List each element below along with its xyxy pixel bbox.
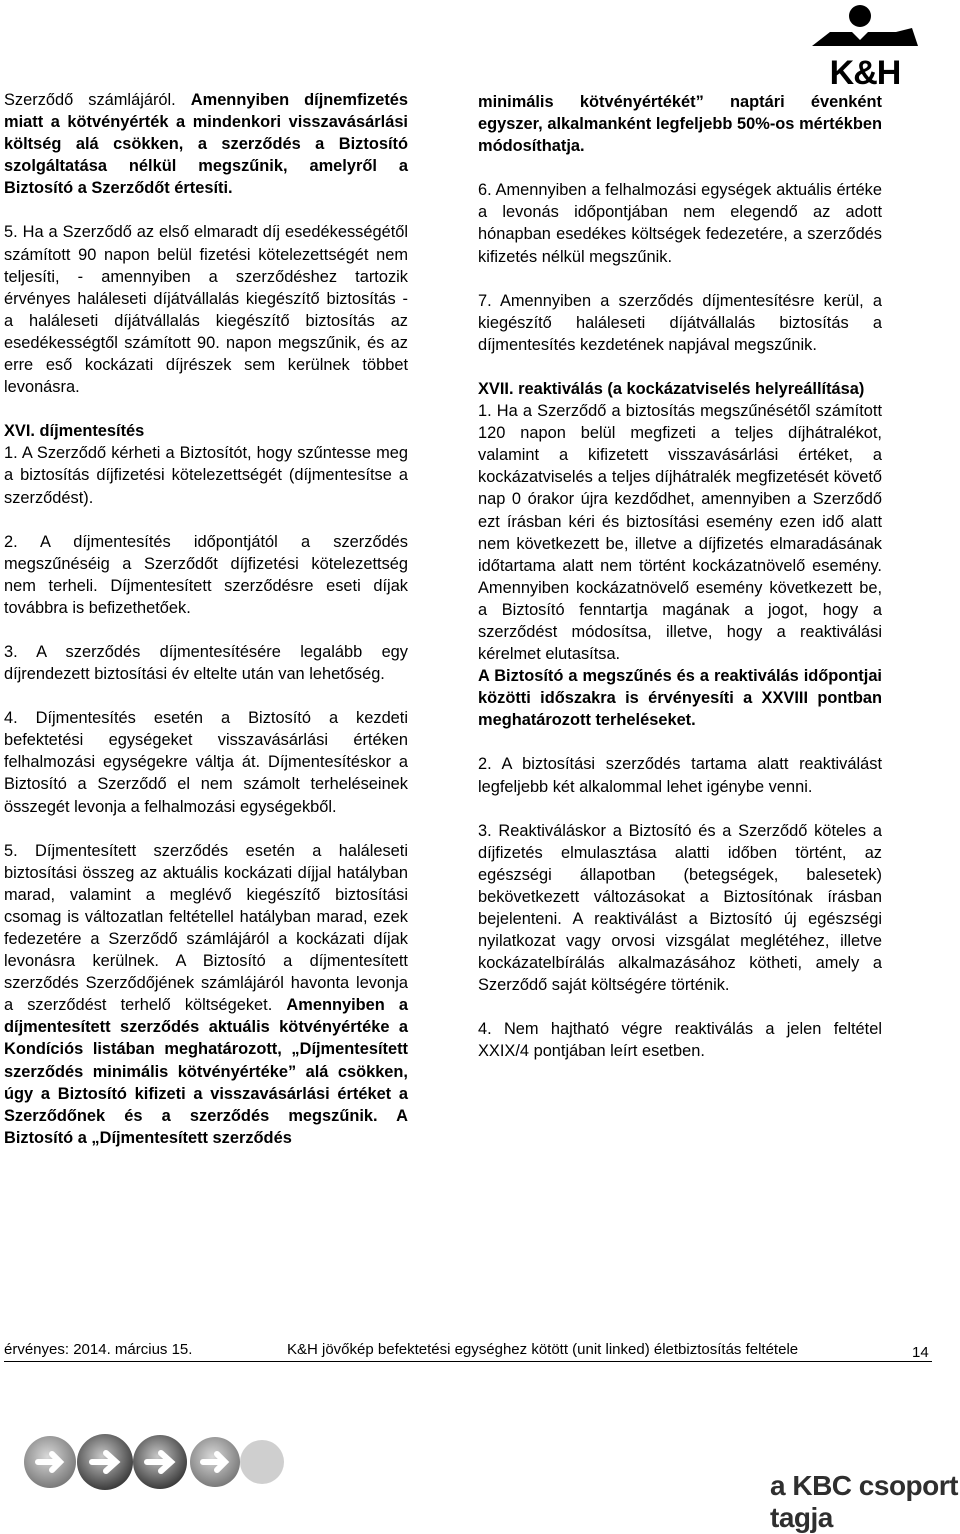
- section-heading-xvi: XVI. díjmentesítés: [4, 422, 145, 441]
- right-paragraph-7: 4. Nem hajtható végre reaktiválás a jelen feltétel XXIX/4 pontjában leírt esetben.: [478, 1020, 882, 1061]
- right-paragraph-5: 2. A biztosítási szerződés tartama alatt reaktiválást legfeljebb két alkalommal lehet igénybe venni.: [478, 755, 882, 796]
- right-paragraph-4: 1. Ha a Szerződő a biztosítás megszűnésétől számított 120 napon belül megfizeti a teljes díjhátralékot, valamint a kifizetett visszavásárlási értéket, a kockázatviselés a teljes díjhátralék megfizetését követő nap 0 órakor újra kezdődhet, amennyiben a Szerződő ezt írásban kéri és biztosítási esemény ezen idő alatt nem következett be, illetve a díjfizetés elmaradásának időtartama alatt nem történt kockázatnövelő esemény. Amennyiben kockázatnövelő esemény következett be, a Biztosító fenntartja magának a jogot, hogy a szerződést módosítsa, illetve, hogy a reaktiválási kérelmet elutasítsa.: [478, 402, 882, 664]
- page-number: 14: [912, 1344, 929, 1361]
- left-paragraph-4: 2. A díjmentesítés időpontjától a szerződés megszűnéséig a Szerződőt díjfizetési kötelezettség nem terheli. Díjmentesített szerződésre eseti díjak továbbra is befizethetőek.: [4, 532, 408, 617]
- left-paragraph-5: 3. A szerződés díjmentesítésére legalább egy díjrendezett biztosítási év eltelte után van lehetőség.: [4, 642, 408, 684]
- right-column: [478, 91, 882, 1063]
- left-column: [4, 89, 408, 1149]
- right-paragraph-2: 6. Amennyiben a felhalmozási egységek aktuális értéke a levonás időpontjában nem elegendő az adott hónapban esedékes költségek fedezetére, a szerződés kifizetés nélkül megszűnik.: [478, 181, 882, 266]
- left-p1-text: Szerződő számlájáról.: [4, 91, 176, 109]
- right-paragraph-1: minimális kötvényértékét” naptári évenként egyszer, alkalmanként legfeljebb 50%-os mértékben módosíthatja.: [478, 93, 882, 156]
- footer-title: K&H jövőkép befektetési egységhez kötött (unit linked) életbiztosítás feltétele: [287, 1341, 799, 1358]
- right-paragraph-4-bold: A Biztosító a megszűnés és a reaktiválás időpontjai közötti időszakra is érvényesíti a XXVIII pontban meghatározott terheléseket.: [478, 667, 882, 730]
- left-p7-text: 5. Díjmentesített szerződés esetén a haláleseti biztosítási összeg az aktuális kockázati díjjal hatályban marad, valamint a meglévő kiegészítő biztosítási csomag is változatlan feltétellel hatályban marad, ezek fedezetére a Szerződő számlájáról a kockázati díjak levonásra kerülnek. A Biztosító a díjmentesített szerződés Szerződőjének számlájáról havonta levonja a szerződést terhelő költségeket.: [4, 841, 408, 1015]
- right-paragraph-3: 7. Amennyiben a szerződés díjmentesítésre kerül, a kiegészítő haláleseti díjátvállalás biztosítás a díjmentesítés kezdetének napjával megszűnik.: [478, 291, 882, 354]
- kh-logo-mark: [808, 2, 922, 58]
- arrow-circles-icon: [0, 1420, 300, 1503]
- section-heading-xvii: XVII. reaktiválás (a kockázatviselés helyreállítása): [478, 379, 865, 398]
- footer-divider: [4, 1361, 932, 1362]
- left-paragraph-1: [4, 89, 408, 199]
- left-paragraph-2: 5. Ha a Szerződő az első elmaradt díj esedékességétől számított 90 napon belül fizetési kötelezettségét nem teljesíti, - amennyiben a szerződéshez tartozik érvényes haláleseti díjátvállalás kiegészítő biztosítás - a haláleseti díjátvállalás kiegészítő biztosítás az esedékességtől számított 90. napon megszűnik, és az erre eső kockázati díjrészek sem kerülnek többet levonásra.: [4, 223, 408, 397]
- left-p1-bold: Amennyiben díjnemfizetés miatt a kötvényérték a mindenkori visszavásárlási költség alá csökken, a szerződés a Biztosító szolgáltatása nélkül megszűnik, amelyről a Biztosító a Szerződőt értesíti.: [4, 91, 409, 198]
- kbc-group-tagline: a KBC csoport tagja: [770, 1470, 958, 1533]
- bottom-branding-strip: [0, 1420, 960, 1533]
- left-p7-bold: Amennyiben a díjmentesített szerződés aktuális kötvényértéke a Kondíciós listában meghatározott, „Díjmentesített szerződés minimális kötvényértéke” alá csökken, úgy a Biztosító kifizeti a visszavásárlási értéket a Szerződőnek és a szerződés megszűnik. A Biztosító a „Díjmentesített szerződés: [4, 996, 409, 1147]
- footer-date: érvényes: 2014. március 15.: [4, 1341, 193, 1358]
- left-paragraph-6: 4. Díjmentesítés esetén a Biztosító a kezdeti befektetési egységeket visszavásárlási értéken felhalmozási egységekre váltja át. Díjmentesítéskor a Biztosító a Szerződő el nem számolt terheléseinek összegét levonja a felhalmozási egységekből.: [4, 709, 408, 816]
- kh-logo: [808, 2, 922, 92]
- logo-text: K&H: [829, 54, 901, 92]
- right-paragraph-6: 3. Reaktiváláskor a Biztosító és a Szerződő köteles a díjfizetés elmulasztása alatti időben történt, az egészségi állapotban (betegségek, balesetek) bekövetkezett változásokat a Biztosítónak írásban bejelenteni. A reaktiválást a Biztosító új egészségi nyilatkozat vagy orvosi vizsgálat meglétéhez, illetve kockázatelbírálás alkalmazásához kötheti, amely a Szerződő saját költségére történik.: [478, 821, 882, 995]
- left-paragraph-3: 1. A Szerződő kérheti a Biztosítót, hogy szűntesse meg a biztosítás díjfizetési kötelezettségét (díjmentesítse a szerződést).: [4, 444, 408, 507]
- left-paragraph-7: [4, 840, 408, 1149]
